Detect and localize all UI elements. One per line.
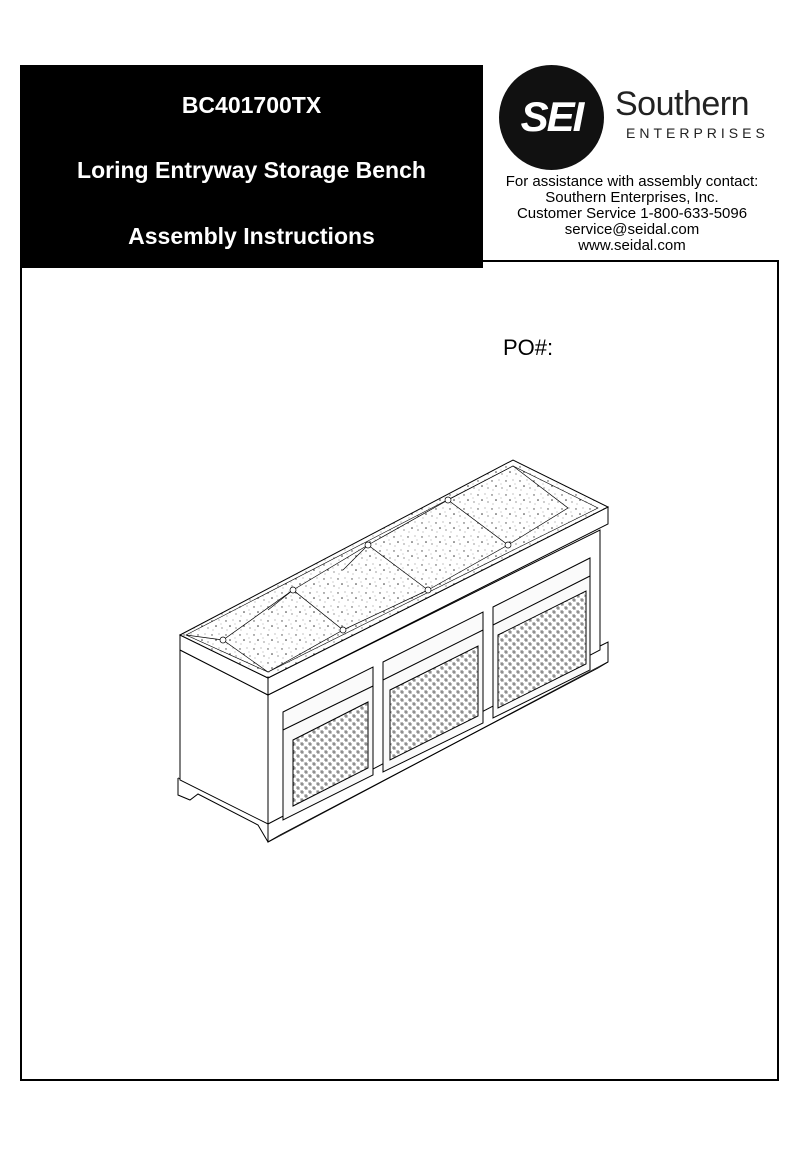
brand-logo <box>499 65 604 170</box>
contact-company: Southern Enterprises, Inc. <box>545 189 719 206</box>
bench-illustration <box>168 450 618 860</box>
contact-phone: Customer Service 1-800-633-5096 <box>516 205 748 222</box>
brand-subname: ENTERPRISES <box>626 125 769 141</box>
po-label: PO#: <box>503 335 554 360</box>
title-block <box>20 65 483 267</box>
logo-text: SEI <box>520 93 583 140</box>
model-number: BC401700TX <box>181 92 322 118</box>
brand-name: Southern <box>615 85 749 123</box>
contact-line-heading: For assistance with assembly contact: <box>505 173 759 190</box>
product-name: Loring Entryway Storage Bench <box>77 157 426 183</box>
contact-email[interactable]: service@seidal.com <box>564 221 700 238</box>
document-type: Assembly Instructions <box>128 223 375 249</box>
contact-info <box>484 174 780 254</box>
contact-website[interactable]: www.seidal.com <box>578 237 686 254</box>
title-block-base <box>20 258 483 268</box>
